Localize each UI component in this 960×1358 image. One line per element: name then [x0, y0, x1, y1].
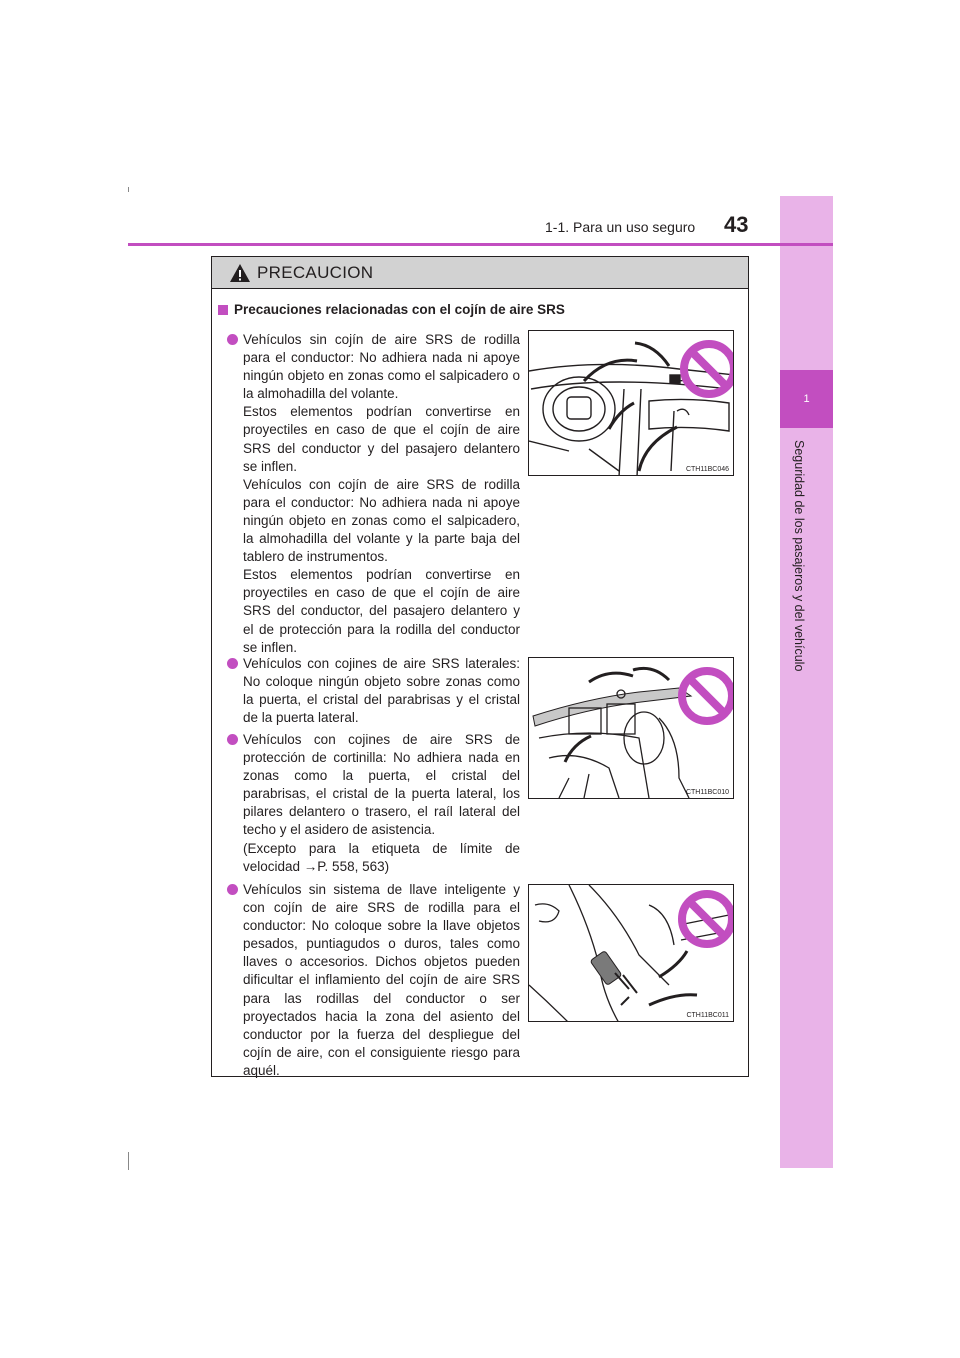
warning-triangle-icon [229, 263, 251, 283]
prohibition-sign-icon [682, 894, 732, 944]
caution-header [212, 257, 748, 289]
knee-airbag-key-illustration-icon [529, 885, 734, 1022]
bullet-dot-icon [227, 884, 238, 895]
figure-code: CTH11BC046 [685, 466, 729, 473]
caution-item-text: Vehículos con cojines de aire SRS de protección de cortinilla: No adhiera nada en zonas como la puerta, el cristal del parabrisas, el cristal de la puerta lateral, los pilares delantero o trasero, el raíl lateral del techo y el asidero de asistencia. (Excepto para la etiqueta de límite de velocidad →P. 558, 563) [243, 732, 520, 874]
header-rule [128, 243, 833, 246]
caution-item-text: Vehículos con cojines de aire SRS laterales: No coloque ningún objeto sobre zonas como la puerta, el cristal del parabrisas y el cristal de la puerta lateral. [243, 656, 520, 726]
square-bullet-icon [218, 305, 228, 315]
caution-item-text: Vehículos sin cojín de aire SRS de rodilla para el conductor: No adhiera nada ni apoye ningún objeto en zonas como el salpicadero o la almohadilla del volante. Estos elementos podrían convertirse en proyectiles en caso de que el cojín de aire SRS del conductor y del pasajero delantero se inflen. Vehículos con cojín de aire SRS de rodilla para el conductor: No adhiera nada ni apoye ningún objeto en zonas como el salpicadero, la almohadilla del volante y la parte baja del tablero de instrumentos. Estos elementos podrían convertirse en proyectiles en caso de que el cojín de aire SRS del conductor, del pasajero delantero y el de protección para la rodilla del conductor se inflen. [243, 332, 520, 655]
bullet-dot-icon [227, 658, 238, 669]
figure-dashboard [528, 330, 734, 476]
bullet-dot-icon [227, 334, 238, 345]
caution-box [211, 256, 749, 1077]
dashboard-airbag-illustration-icon [529, 331, 734, 476]
caution-item [227, 881, 520, 1080]
crop-mark [128, 1152, 129, 1170]
caution-title: PRECAUCION [257, 262, 374, 282]
chapter-number: 1 [780, 370, 833, 428]
chapter-side-tab [780, 196, 833, 1168]
chapter-title-text: Seguridad de los pasajeros y del vehículo [792, 440, 806, 672]
figure-code: CTH11BC010 [685, 789, 729, 796]
bullet-dot-icon [227, 734, 238, 745]
caution-item-text: Vehículos sin sistema de llave inteligente y con cojín de aire SRS de rodilla para el conductor: No coloque sobre la llave objetos pesados, puntiagudos o duros, tales como llaves o accesorios. Dichos objetos pueden dificultar el inflamiento del cojín de aire SRS para las rodillas del conductor o ser proyectados hacia la zona del asiento del conductor por la fuerza del despliegue del cojín de aire, con el consiguiente riesgo para aquél. [243, 882, 520, 1078]
caution-item [227, 731, 520, 876]
caution-subheading [218, 302, 565, 317]
page-number: 43 [724, 212, 749, 237]
caution-item [227, 655, 520, 727]
caution-item [227, 331, 520, 657]
figure-code: CTH11BC011 [686, 1012, 729, 1019]
section-header: 1-1. Para un uso seguro [545, 219, 696, 235]
figure-knee-airbag-key [528, 884, 734, 1022]
figure-curtain-airbag [528, 657, 734, 799]
crop-mark [128, 187, 129, 192]
curtain-airbag-illustration-icon [529, 658, 734, 799]
caution-subheading-text: Precauciones relacionadas con el cojín de aire SRS [234, 302, 565, 317]
